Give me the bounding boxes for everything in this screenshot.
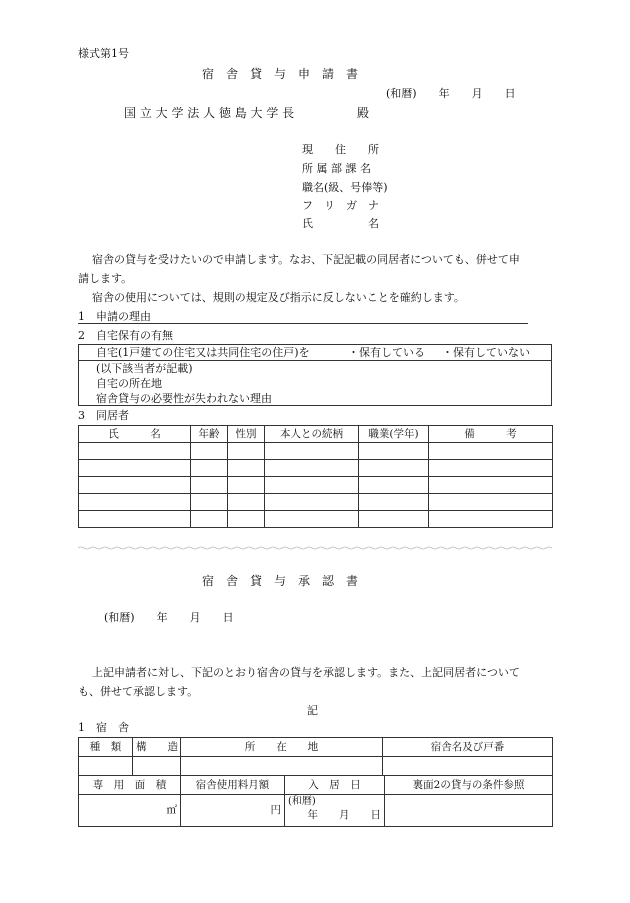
field-furigana-label: フ リ ガ ナ bbox=[302, 199, 379, 212]
cell-movein[interactable] bbox=[285, 795, 385, 827]
cell-remarks[interactable] bbox=[429, 494, 553, 511]
addressee: 国 立 大 学 法 人 徳 島 大 学 長 bbox=[124, 106, 295, 120]
header-occupation: 職業(学年) bbox=[359, 426, 429, 443]
header-area: 専 用 面 積 bbox=[79, 776, 181, 795]
cell-sex[interactable] bbox=[228, 460, 265, 477]
cell-name[interactable] bbox=[79, 511, 191, 528]
cell-relation[interactable] bbox=[265, 443, 359, 460]
header-structure: 構 造 bbox=[133, 738, 181, 757]
field-name-label: 氏 名 bbox=[302, 217, 379, 230]
header-sex: 性別 bbox=[228, 426, 265, 443]
header-conditions: 裏面2の貸与の条件参照 bbox=[385, 776, 553, 795]
approval-body-line-1: 上記申請者に対し、下記のとおり宿舎の貸与を承認します。また、上記同居者について bbox=[92, 666, 520, 679]
cell-sex[interactable] bbox=[228, 494, 265, 511]
cell-name[interactable] bbox=[79, 443, 191, 460]
field-address-label: 現 住 所 bbox=[302, 143, 379, 156]
field-position-label: 職名(級、号俸等) bbox=[302, 181, 388, 194]
body-line-3: 宿舎の使用については、規則の規定及び指示に反しないことを確約します。 bbox=[92, 291, 465, 304]
cell-name[interactable] bbox=[79, 494, 191, 511]
section3-label: 3 同居者 bbox=[78, 409, 129, 422]
cell-age[interactable] bbox=[191, 511, 228, 528]
approval-title: 宿 舎 貸 与 承 認 書 bbox=[202, 574, 359, 588]
cell-sex[interactable] bbox=[228, 443, 265, 460]
cell-age[interactable] bbox=[191, 477, 228, 494]
home-ownership-divider bbox=[78, 360, 552, 361]
cell-name[interactable] bbox=[79, 477, 191, 494]
cell-type[interactable] bbox=[79, 757, 133, 776]
cell-housing-name[interactable] bbox=[383, 757, 553, 776]
table-row bbox=[79, 511, 553, 528]
application-date: (和暦) 年 月 日 bbox=[386, 87, 516, 100]
body-line-2: 請します。 bbox=[78, 272, 133, 285]
cell-relation[interactable] bbox=[265, 494, 359, 511]
cell-occupation[interactable] bbox=[359, 460, 429, 477]
cell-relation[interactable] bbox=[265, 511, 359, 528]
application-title: 宿 舎 貸 与 申 請 書 bbox=[202, 67, 359, 81]
option-not-owned[interactable]: ・保有していない bbox=[442, 346, 530, 359]
header-type: 種 類 bbox=[79, 738, 133, 757]
header-location: 所 在 地 bbox=[181, 738, 383, 757]
movein-date: 年 月 日 bbox=[307, 809, 381, 821]
body-line-1: 宿舎の貸与を受けたいので申請します。なお、下記記載の同居者についても、併せて申 bbox=[92, 253, 520, 266]
cell-remarks[interactable] bbox=[429, 443, 553, 460]
ki-label: 記 bbox=[307, 704, 318, 717]
table-row bbox=[79, 460, 553, 477]
cell-area[interactable] bbox=[79, 795, 181, 827]
home-reason-label: 宿舎貸与の必要性が失われない理由 bbox=[96, 392, 272, 405]
approval-body-line-2: も、併せて承認します。 bbox=[78, 685, 199, 698]
cell-remarks[interactable] bbox=[429, 511, 553, 528]
home-note: (以下該当者が記載) bbox=[96, 362, 193, 375]
header-remarks: 備 考 bbox=[429, 426, 553, 443]
table-row bbox=[79, 443, 553, 460]
approval-date: (和暦) 年 月 日 bbox=[104, 611, 234, 624]
movein-era: (和暦) bbox=[288, 796, 316, 807]
home-location-label: 自宅の所在地 bbox=[96, 377, 162, 390]
table-row bbox=[79, 494, 553, 511]
header-relation: 本人との続柄 bbox=[265, 426, 359, 443]
header-housing-name: 宿舎名及び戸番 bbox=[383, 738, 553, 757]
home-ownership-question: 自宅(1戸建ての住宅又は共同住宅の住戸)を bbox=[96, 346, 310, 359]
cell-occupation[interactable] bbox=[359, 494, 429, 511]
cell-occupation[interactable] bbox=[359, 477, 429, 494]
cell-occupation[interactable] bbox=[359, 511, 429, 528]
header-age: 年齢 bbox=[191, 426, 228, 443]
housing-table-2 bbox=[78, 775, 553, 827]
header-name: 氏 名 bbox=[79, 426, 191, 443]
cell-conditions[interactable] bbox=[385, 795, 553, 827]
header-movein: 入 居 日 bbox=[285, 776, 385, 795]
cell-occupation[interactable] bbox=[359, 443, 429, 460]
field-department-label: 所 属 部 課 名 bbox=[302, 162, 371, 175]
cell-structure[interactable] bbox=[133, 757, 181, 776]
cell-age[interactable] bbox=[191, 460, 228, 477]
cell-fee[interactable] bbox=[181, 795, 285, 827]
cell-remarks[interactable] bbox=[429, 460, 553, 477]
housing-table bbox=[78, 737, 553, 776]
area-unit: ㎡ bbox=[166, 804, 177, 817]
cell-sex[interactable] bbox=[228, 511, 265, 528]
section2-label: 2 自宅保有の有無 bbox=[78, 329, 173, 342]
cohabitants-table bbox=[78, 425, 553, 528]
cell-name[interactable] bbox=[79, 460, 191, 477]
option-owned[interactable]: ・保有している bbox=[348, 346, 425, 359]
table-row bbox=[79, 477, 553, 494]
fee-unit: 円 bbox=[270, 804, 281, 817]
section1-label: 1 申請の理由 bbox=[78, 310, 151, 323]
cell-age[interactable] bbox=[191, 443, 228, 460]
cell-age[interactable] bbox=[191, 494, 228, 511]
reason-underline bbox=[78, 323, 528, 324]
cell-relation[interactable] bbox=[265, 477, 359, 494]
addressee-honorific: 殿 bbox=[357, 106, 370, 120]
cell-sex[interactable] bbox=[228, 477, 265, 494]
section-divider bbox=[78, 546, 552, 550]
approval-section1-label: 1 宿 舎 bbox=[78, 721, 129, 734]
cell-relation[interactable] bbox=[265, 460, 359, 477]
cell-remarks[interactable] bbox=[429, 477, 553, 494]
cell-location[interactable] bbox=[181, 757, 383, 776]
form-number: 様式第1号 bbox=[78, 47, 129, 60]
header-fee: 宿舎使用料月額 bbox=[181, 776, 285, 795]
